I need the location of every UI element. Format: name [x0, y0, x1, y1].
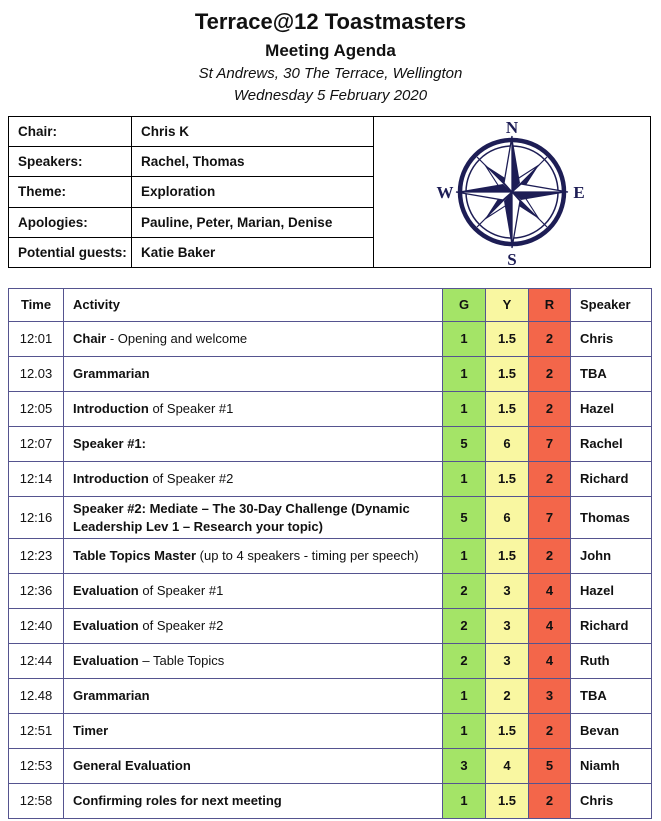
agenda-row: [9, 784, 652, 819]
agenda-row: [9, 714, 652, 749]
activity-rest-text: - Opening and welcome: [106, 331, 248, 347]
red-time-cell: 7: [529, 497, 571, 539]
green-time-cell: 1: [443, 392, 486, 427]
time-cell: 12:40: [9, 609, 64, 644]
green-time-cell: 2: [443, 609, 486, 644]
column-header-green: G: [443, 289, 486, 322]
yellow-time-cell: 2: [486, 679, 529, 714]
info-value: Pauline, Peter, Marian, Denise: [132, 207, 374, 237]
info-row: [9, 177, 374, 207]
activity-cell: [64, 609, 443, 644]
agenda-row: [9, 392, 652, 427]
yellow-time-cell: 1.5: [486, 714, 529, 749]
column-header-time: Time: [9, 289, 64, 322]
activity-bold-text: Confirming roles for next meeting: [73, 793, 282, 809]
agenda-row: [9, 644, 652, 679]
agenda-row: [9, 539, 652, 574]
activity-cell: [64, 322, 443, 357]
activity-cell: [64, 539, 443, 574]
activity-rest-text: (up to 4 speakers - timing per speech): [196, 548, 419, 564]
red-time-cell: 4: [529, 574, 571, 609]
info-label: Apologies:: [9, 207, 132, 237]
activity-bold-text: Evaluation: [73, 583, 139, 599]
info-label: Potential guests:: [9, 237, 132, 267]
yellow-time-cell: 3: [486, 644, 529, 679]
agenda-row: [9, 574, 652, 609]
meeting-date: Wednesday 5 February 2020: [233, 87, 428, 104]
compass-image-box: [374, 116, 651, 268]
activity-bold-text: General Evaluation: [73, 758, 191, 774]
time-cell: 12:51: [9, 714, 64, 749]
speaker-cell: Chris: [571, 322, 652, 357]
yellow-time-cell: 6: [486, 427, 529, 462]
info-row: [9, 237, 374, 267]
green-time-cell: 1: [443, 322, 486, 357]
agenda-row: [9, 322, 652, 357]
meeting-info-table: [8, 116, 374, 268]
red-time-cell: 2: [529, 392, 571, 427]
speaker-cell: Richard: [571, 609, 652, 644]
activity-rest-text: of Speaker #2: [148, 471, 234, 487]
speaker-cell: TBA: [571, 357, 652, 392]
yellow-time-cell: 1.5: [486, 357, 529, 392]
speaker-cell: John: [571, 539, 652, 574]
column-header-yellow: Y: [486, 289, 529, 322]
time-cell: 12.48: [9, 679, 64, 714]
time-cell: 12:05: [9, 392, 64, 427]
activity-cell: [64, 497, 443, 539]
agenda-row: [9, 749, 652, 784]
activity-bold-text: Grammarian: [73, 688, 150, 704]
activity-bold-text: Evaluation: [73, 653, 139, 669]
time-cell: 12:53: [9, 749, 64, 784]
column-header-red: R: [529, 289, 571, 322]
activity-cell: [64, 357, 443, 392]
activity-cell: [64, 462, 443, 497]
yellow-time-cell: 1.5: [486, 462, 529, 497]
speaker-cell: Hazel: [571, 574, 652, 609]
compass-rose-icon: [376, 117, 649, 267]
compass-east-label: E: [572, 183, 585, 202]
activity-bold-text: Grammarian: [73, 366, 150, 382]
page-title: Terrace@12 Toastmasters: [194, 9, 467, 34]
red-time-cell: 2: [529, 784, 571, 819]
yellow-time-cell: 4: [486, 749, 529, 784]
activity-cell: [64, 427, 443, 462]
info-row: [9, 147, 374, 177]
green-time-cell: 2: [443, 644, 486, 679]
activity-cell: [64, 784, 443, 819]
compass-west-label: W: [436, 183, 453, 202]
green-time-cell: 1: [443, 679, 486, 714]
activity-bold-text: Introduction: [73, 471, 149, 487]
meeting-location: St Andrews, 30 The Terrace, Wellington: [198, 65, 463, 82]
yellow-time-cell: 1.5: [486, 392, 529, 427]
green-time-cell: 1: [443, 357, 486, 392]
time-cell: 12:07: [9, 427, 64, 462]
yellow-time-cell: 6: [486, 497, 529, 539]
activity-bold-text: Speaker #1:: [73, 436, 146, 452]
time-cell: 12.03: [9, 357, 64, 392]
column-header-activity: Activity: [64, 289, 443, 322]
activity-cell: [64, 679, 443, 714]
agenda-table: [8, 288, 652, 819]
info-label: Theme:: [9, 177, 132, 207]
time-cell: 12:23: [9, 539, 64, 574]
yellow-time-cell: 3: [486, 574, 529, 609]
red-time-cell: 4: [529, 644, 571, 679]
green-time-cell: 1: [443, 462, 486, 497]
activity-rest-text: of Speaker #1: [148, 401, 234, 417]
info-label: Speakers:: [9, 147, 132, 177]
red-time-cell: 3: [529, 679, 571, 714]
info-value: Rachel, Thomas: [132, 147, 374, 177]
red-time-cell: 2: [529, 462, 571, 497]
green-time-cell: 5: [443, 497, 486, 539]
time-cell: 12:14: [9, 462, 64, 497]
green-time-cell: 2: [443, 574, 486, 609]
green-time-cell: 5: [443, 427, 486, 462]
green-time-cell: 1: [443, 539, 486, 574]
activity-cell: [64, 714, 443, 749]
activity-bold-text: Chair: [73, 331, 107, 347]
yellow-time-cell: 1.5: [486, 539, 529, 574]
activity-bold-text: Table Topics Master: [73, 548, 197, 564]
yellow-time-cell: 1.5: [486, 322, 529, 357]
speaker-cell: Thomas: [571, 497, 652, 539]
activity-rest-text: of Speaker #1: [138, 583, 224, 599]
info-value: Katie Baker: [132, 237, 374, 267]
yellow-time-cell: 3: [486, 609, 529, 644]
activity-bold-text: Introduction: [73, 401, 149, 417]
green-time-cell: 1: [443, 784, 486, 819]
info-row: [9, 207, 374, 237]
meeting-info-section: [8, 116, 653, 268]
time-cell: 12:16: [9, 497, 64, 539]
speaker-cell: Niamh: [571, 749, 652, 784]
red-time-cell: 2: [529, 322, 571, 357]
agenda-row: [9, 679, 652, 714]
speaker-cell: Ruth: [571, 644, 652, 679]
green-time-cell: 3: [443, 749, 486, 784]
speaker-cell: Bevan: [571, 714, 652, 749]
agenda-row: [9, 497, 652, 539]
speaker-cell: Richard: [571, 462, 652, 497]
activity-cell: [64, 644, 443, 679]
column-header-speaker: Speaker: [571, 289, 652, 322]
speaker-cell: Chris: [571, 784, 652, 819]
speaker-cell: Hazel: [571, 392, 652, 427]
agenda-row: [9, 609, 652, 644]
page-subtitle: Meeting Agenda: [265, 41, 396, 60]
activity-rest-text: of Speaker #2: [138, 618, 224, 634]
info-label: Chair:: [9, 117, 132, 147]
time-cell: 12:01: [9, 322, 64, 357]
speaker-cell: Rachel: [571, 427, 652, 462]
info-value: Chris K: [132, 117, 374, 147]
red-time-cell: 2: [529, 539, 571, 574]
green-time-cell: 1: [443, 714, 486, 749]
time-cell: 12:58: [9, 784, 64, 819]
red-time-cell: 4: [529, 609, 571, 644]
red-time-cell: 5: [529, 749, 571, 784]
info-row: [9, 117, 374, 147]
red-time-cell: 2: [529, 357, 571, 392]
red-time-cell: 2: [529, 714, 571, 749]
agenda-row: [9, 462, 652, 497]
time-cell: 12:36: [9, 574, 64, 609]
speaker-cell: TBA: [571, 679, 652, 714]
yellow-time-cell: 1.5: [486, 784, 529, 819]
compass-south-label: S: [506, 250, 517, 267]
activity-bold-text: Timer: [73, 723, 109, 739]
agenda-row: [9, 357, 652, 392]
activity-bold-text: Evaluation: [73, 618, 139, 634]
activity-bold-text: Speaker #2: Mediate – The 30-Day Challenge (Dynamic Leadership Lev 1 – Research your topic): [73, 501, 410, 534]
activity-cell: [64, 574, 443, 609]
agenda-header-row: [9, 289, 652, 322]
activity-cell: [64, 749, 443, 784]
red-time-cell: 7: [529, 427, 571, 462]
activity-rest-text: – Table Topics: [138, 653, 225, 669]
document-header: [8, 8, 653, 107]
time-cell: 12:44: [9, 644, 64, 679]
info-value: Exploration: [132, 177, 374, 207]
agenda-row: [9, 427, 652, 462]
compass-north-label: N: [505, 118, 518, 137]
activity-cell: [64, 392, 443, 427]
